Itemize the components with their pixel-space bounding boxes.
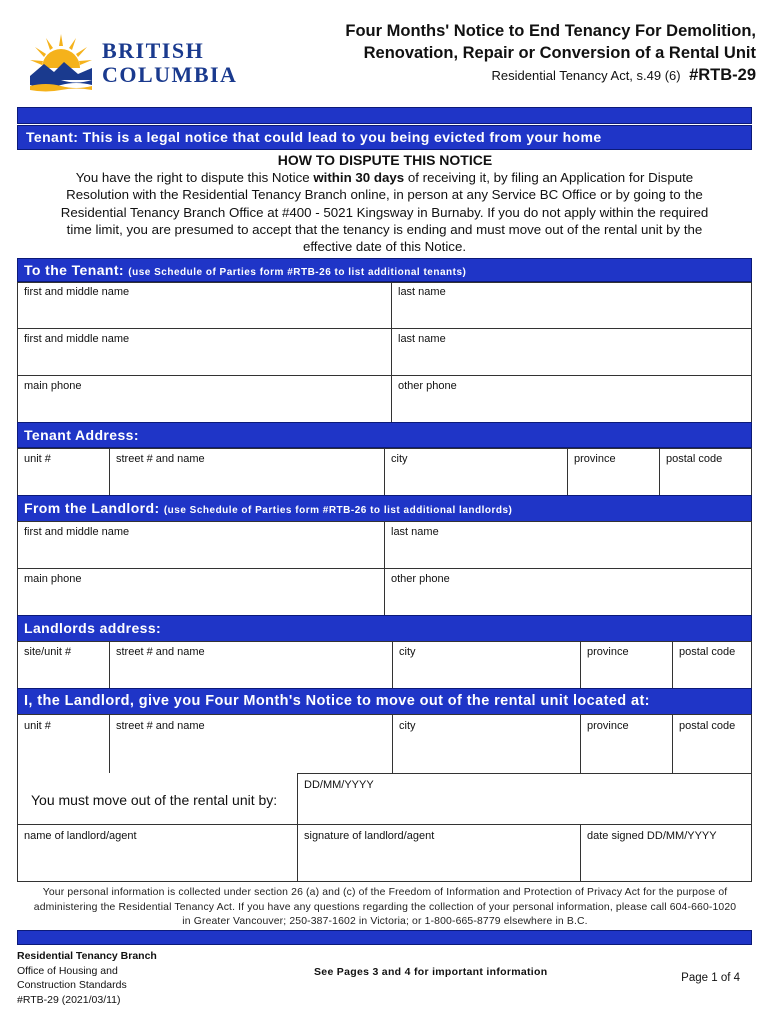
landlord-unit-field[interactable]: [17, 641, 110, 689]
landlord-section-title: From the Landlord:: [24, 500, 160, 516]
field-label: unit #: [24, 720, 51, 732]
landlord-section-bar: [17, 495, 752, 522]
landlord-last-name-field[interactable]: [384, 521, 752, 569]
field-label: province: [587, 646, 629, 658]
field-label: postal code: [679, 720, 736, 732]
field-label: last name: [398, 286, 446, 298]
bc-sun-mountain-icon: [26, 30, 96, 92]
footer-branch: Residential Tenancy Branch: [17, 950, 157, 962]
field-label: postal code: [666, 453, 723, 465]
footer-pages-note: See Pages 3 and 4 for important information: [314, 966, 548, 978]
landlord-province-field[interactable]: [580, 641, 673, 689]
rental-street-field[interactable]: [109, 714, 393, 774]
move-out-date-field[interactable]: [297, 773, 752, 825]
landlord-street-field[interactable]: [109, 641, 393, 689]
field-label: date signed DD/MM/YYYY: [587, 830, 717, 842]
rental-city-field[interactable]: [392, 714, 581, 774]
landlord-section-heading: [24, 500, 512, 516]
logo-line2: COLUMBIA: [102, 62, 238, 87]
dispute-instructions: [17, 169, 752, 255]
field-label: main phone: [24, 380, 82, 392]
dispute-deadline: within 30 days: [313, 170, 405, 185]
field-label: street # and name: [116, 720, 205, 732]
rental-unit-field[interactable]: [17, 714, 110, 774]
tenant-postal-field[interactable]: [659, 448, 752, 496]
tenant-address-bar: [17, 422, 752, 448]
rental-unit-bar: [17, 688, 752, 715]
field-label: postal code: [679, 646, 736, 658]
field-label: last name: [391, 526, 439, 538]
date-signed-field[interactable]: [580, 824, 752, 882]
bc-logo: [26, 30, 236, 92]
tenant-section-heading: [24, 262, 466, 278]
field-label: province: [587, 720, 629, 732]
tenant-section-bar: [17, 258, 752, 282]
bottom-divider-bar: [17, 930, 752, 945]
footer-page-number: Page 1 of 4: [681, 972, 740, 984]
logo-line1: BRITISH: [102, 38, 205, 63]
tenant-city-field[interactable]: [384, 448, 568, 496]
field-label: other phone: [391, 573, 450, 585]
tenant-section-title: To the Tenant:: [24, 262, 124, 278]
tenant2-last-name-field[interactable]: [391, 328, 752, 376]
top-divider-bar: [17, 107, 752, 124]
field-label: province: [574, 453, 616, 465]
privacy-notice: [14, 886, 756, 930]
landlord-city-field[interactable]: [392, 641, 581, 689]
field-label: DD/MM/YYYY: [304, 779, 374, 791]
landlord-agent-name-field[interactable]: [17, 824, 298, 882]
footer-office2: Construction Standards: [17, 979, 127, 991]
landlord-address-bar: [17, 615, 752, 642]
field-label: other phone: [398, 380, 457, 392]
landlord-address-title: Landlords address:: [24, 620, 162, 636]
field-label: first and middle name: [24, 526, 130, 538]
rental-unit-title: I, the Landlord, give you Four Month's Notice to move out of the rental unit located at:: [24, 693, 650, 709]
tenant-other-phone-field[interactable]: [391, 375, 752, 423]
dispute-line1a: You have the right to dispute this Notice: [75, 170, 314, 185]
tenant-province-field[interactable]: [567, 448, 660, 496]
tenant-unit-field[interactable]: [17, 448, 110, 496]
dispute-heading: HOW TO DISPUTE THIS NOTICE: [277, 152, 493, 168]
field-label: street # and name: [116, 453, 205, 465]
tenant-section-note: (use Schedule of Parties form #RTB-26 to list additional tenants): [128, 267, 467, 278]
field-label: unit #: [24, 453, 51, 465]
footer-branch-info: [17, 949, 157, 1007]
form-title-line1: Four Months' Notice to End Tenancy For Demolition,: [345, 22, 756, 40]
rental-province-field[interactable]: [580, 714, 673, 774]
dispute-line4: time limit, you are presumed to accept that the tenancy is ending and must move out of the rental unit by the: [66, 221, 703, 237]
tenant2-first-name-field[interactable]: [17, 328, 392, 376]
form-title-line2: Renovation, Repair or Conversion of a Rental Unit: [363, 44, 756, 62]
move-out-label: You must move out of the rental unit by:: [31, 792, 278, 808]
dispute-line2: Resolution with the Residential Tenancy Branch online, in person at any Service BC Office or by going to the: [66, 187, 703, 203]
field-label: site/unit #: [24, 646, 72, 658]
warning-bar: [17, 125, 752, 150]
tenant-street-field[interactable]: [109, 448, 385, 496]
tenant-address-title: Tenant Address:: [24, 427, 139, 443]
warning-text: Tenant: This is a legal notice that could lead to you being evicted from your home: [26, 129, 602, 145]
dispute-line1c: of receiving it, by filing an Application for Dispute: [404, 170, 694, 185]
form-code: #RTB-29: [689, 66, 756, 84]
privacy-line2: administering the Residential Tenancy Act. If you have any questions regarding the collection of your personal information, please call 604-660-1020: [33, 901, 737, 913]
landlord-signature-field[interactable]: [297, 824, 581, 882]
act-reference: [492, 66, 756, 85]
field-label: main phone: [24, 573, 82, 585]
act-text: Residential Tenancy Act, s.49 (6): [491, 68, 681, 83]
landlord-section-note: (use Schedule of Parties form #RTB-26 to list additional landlords): [163, 505, 513, 516]
landlord-postal-field[interactable]: [672, 641, 752, 689]
tenant1-last-name-field[interactable]: [391, 282, 752, 329]
landlord-other-phone-field[interactable]: [384, 568, 752, 616]
landlord-main-phone-field[interactable]: [17, 568, 385, 616]
landlord-first-name-field[interactable]: [17, 521, 385, 569]
move-out-label-cell: [17, 773, 298, 825]
field-label: city: [399, 646, 416, 658]
field-label: last name: [398, 333, 446, 345]
footer-office1: Office of Housing and: [17, 964, 118, 977]
field-label: name of landlord/agent: [24, 830, 137, 842]
field-label: street # and name: [116, 646, 205, 658]
field-label: signature of landlord/agent: [304, 830, 435, 842]
field-label: city: [399, 720, 416, 732]
field-label: first and middle name: [24, 286, 130, 298]
privacy-line3: in Greater Vancouver; 250-387-1602 in Victoria; or 1-800-665-8779 elsewhere in B.C.: [182, 916, 588, 927]
privacy-line1: Your personal information is collected under section 26 (a) and (c) of the Freedom of Information and Protection of Privacy Act for the purpose of: [42, 887, 728, 898]
field-label: city: [391, 453, 408, 465]
tenant1-first-name-field[interactable]: [17, 282, 392, 329]
dispute-line3: Residential Tenancy Branch Office at #400 - 5021 Kingsway in Burnaby. If you do not apply within the required: [60, 204, 709, 220]
dispute-line5: effective date of this Notice.: [302, 239, 467, 255]
field-label: first and middle name: [24, 333, 130, 345]
tenant-main-phone-field[interactable]: [17, 375, 392, 423]
footer-form-code: #RTB-29 (2021/03/11): [17, 993, 121, 1006]
rental-postal-field[interactable]: [672, 714, 752, 774]
